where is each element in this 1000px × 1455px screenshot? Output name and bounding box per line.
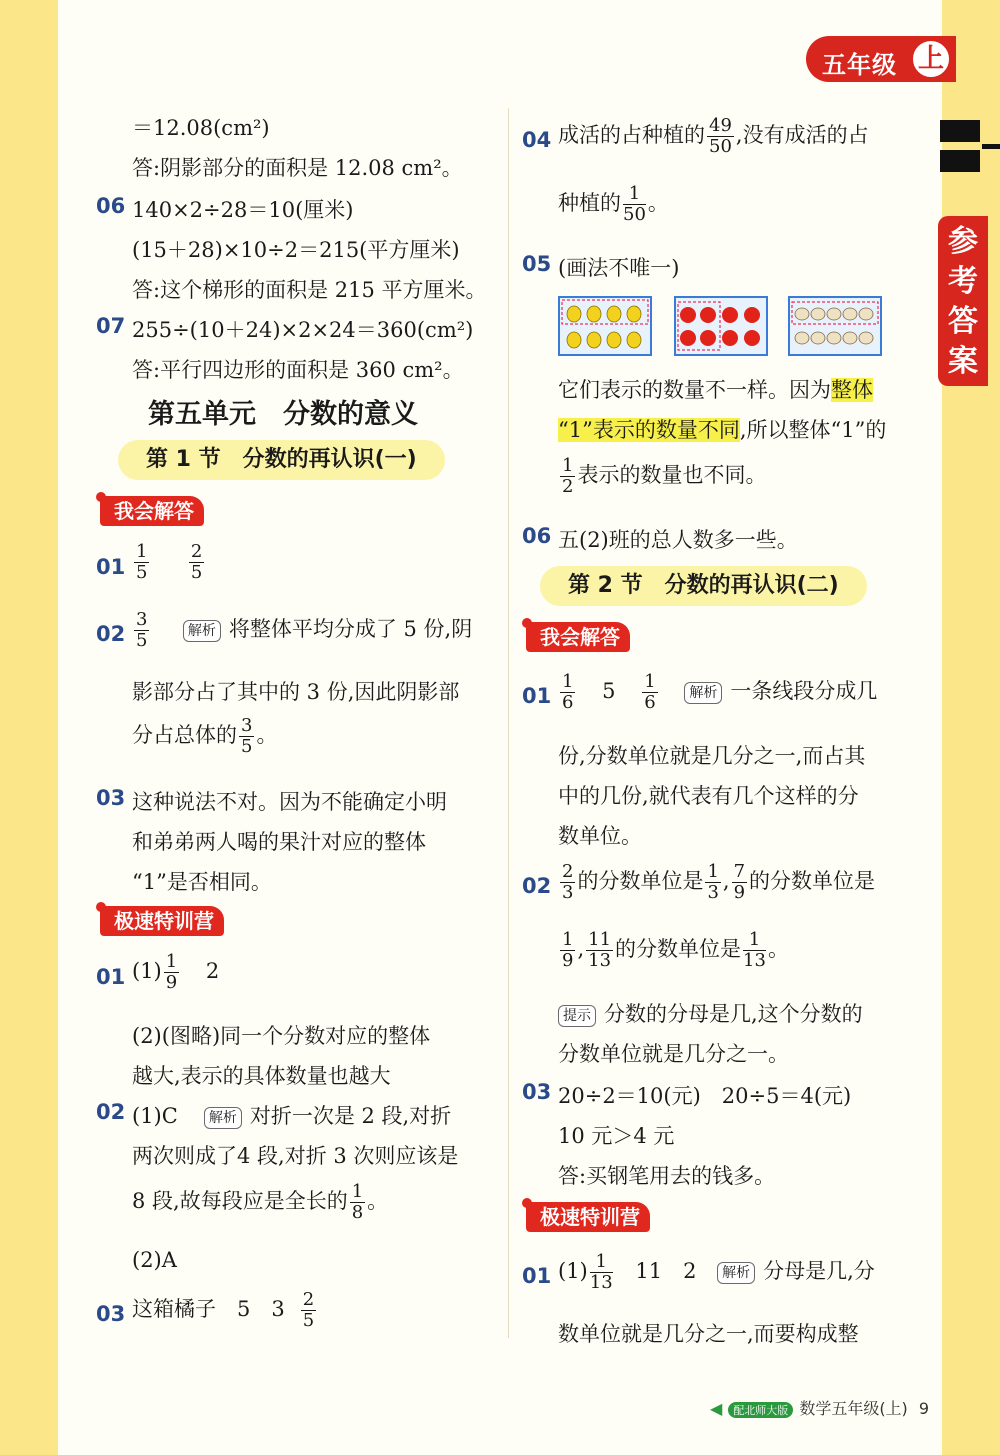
answer-line: 答:平行四边形的面积是 360 cm²。 — [132, 358, 464, 382]
fraction: $\frac{1}{50}$ — [623, 183, 646, 225]
apple-icon — [676, 298, 766, 354]
fraction: $\frac{2}{5}$ — [190, 541, 203, 583]
fraction: $\frac{1}{9}$ — [165, 951, 178, 993]
analysis-tag: 解析 — [183, 620, 221, 642]
answer-line: (2)A — [132, 1248, 177, 1272]
peanuts-diagram — [788, 296, 882, 356]
left-margin-strip — [0, 0, 58, 1455]
question-number: 07 — [96, 314, 126, 338]
edition-badge: 配北师大版 — [728, 1402, 793, 1418]
answer-line: 五(2)班的总人数多一些。 — [558, 528, 798, 552]
fraction: $\frac{1}{6}$ — [644, 671, 656, 713]
answer-line: (1) $\frac{1}{13}$ 11 2 解析 分母是几,分 — [558, 1251, 875, 1293]
question-number: 06 — [522, 524, 552, 548]
section-title: 第 1 节 分数的再认识(一) — [118, 440, 445, 480]
answer-line: 答:阴影部分的面积是 12.08 cm²。 — [132, 156, 463, 180]
section-badge: 我会解答 — [100, 496, 204, 526]
question-number: 01 — [522, 1264, 552, 1288]
answer-line: ＝12.08(cm²) — [132, 116, 270, 140]
question-number: 01 — [96, 965, 126, 989]
answer-line: 数单位就是几分之一,而要构成整 — [558, 1322, 859, 1346]
answer-tab-label: 参考答案 — [948, 224, 978, 379]
section-badge: 极速特训营 — [526, 1202, 650, 1232]
fraction: $\frac{3}{5}$ — [136, 609, 148, 651]
answer-line: 数单位。 — [558, 824, 642, 848]
answer-line: $\frac{1}{9}$ , $\frac{11}{13}$ 的分数单位是 $\frac{1}{13}$ 。 — [562, 929, 789, 971]
fraction: $\frac{1}{13}$ — [589, 1251, 613, 1293]
pears-diagram — [558, 296, 652, 356]
analysis-tag: 解析 — [717, 1262, 755, 1284]
grade-label: 五年级 — [822, 51, 897, 79]
answer-line: 份,分数单位就是几分之一,而占其 — [558, 744, 866, 768]
answer-line: $\frac{3}{5}$ 解析 将整体平均分成了 5 份,阴 — [136, 609, 473, 651]
answer-line: 分占总体的 $\frac{3}{5}$ 。 — [132, 715, 278, 757]
answer-line: 8 段,故每段应是全长的 $\frac{1}{8}$ 。 — [132, 1181, 389, 1223]
fraction: $\frac{1}{9}$ — [562, 929, 574, 971]
section-badge: 极速特训营 — [100, 906, 224, 936]
fraction: $\frac{2}{5}$ — [302, 1289, 315, 1331]
question-number: 03 — [522, 1080, 552, 1104]
answer-line: 越大,表示的具体数量也越大 — [132, 1064, 391, 1088]
page-number: 9 — [918, 1399, 930, 1418]
term-label: 上 — [910, 38, 952, 80]
question-number: 03 — [96, 786, 126, 810]
triangle-left-icon: ◀ — [710, 1399, 723, 1418]
answer-line: 这箱橘子 5 3 $\frac{2}{5}$ — [132, 1289, 315, 1331]
question-number: 02 — [96, 1100, 126, 1124]
fraction: $\frac{1}{13}$ — [743, 929, 766, 971]
fraction: $\frac{7}{9}$ — [733, 861, 746, 903]
answer-line: $\frac{2}{3}$ 的分数单位是 $\frac{1}{3}$ , $\frac{7}{9}$ 的分数单位是 — [562, 861, 876, 903]
footer-label: 数学五年级(上) — [799, 1399, 908, 1418]
question-number: 02 — [522, 874, 552, 898]
question-number: 04 — [522, 128, 552, 152]
answer-line: 提示 分数的分母是几,这个分数的 — [558, 998, 863, 1028]
highlight: “1”表示的数量不同 — [558, 418, 740, 442]
answer-line: “1”是否相同。 — [132, 870, 272, 894]
apples-diagram — [674, 296, 768, 356]
fraction: $\frac{1}{6}$ — [562, 671, 574, 713]
question-number: 03 — [96, 1302, 126, 1326]
answer-line: 分数单位就是几分之一。 — [558, 1042, 789, 1066]
answer-line: 140×2÷28＝10(厘米) — [132, 198, 354, 222]
question-number: 06 — [96, 194, 126, 218]
answer-line: (画法不唯一) — [558, 256, 680, 280]
fraction: $\frac{1}{8}$ — [351, 1181, 364, 1223]
answer-line: 种植的 $\frac{1}{50}$ 。 — [558, 183, 669, 225]
peanut-icon — [790, 298, 880, 354]
answer-line: (15＋28)×10÷2＝215(平方厘米) — [132, 238, 460, 262]
answer-line — [132, 542, 206, 583]
answer-line: 它们表示的数量不一样。因为整体 — [558, 378, 873, 402]
unit-title: 第五单元 分数的意义 — [148, 399, 418, 430]
page-footer — [710, 1396, 929, 1419]
column-divider — [508, 108, 509, 1338]
section-title: 第 2 节 分数的再认识(二) — [540, 566, 867, 606]
answer-line: (2)(图略)同一个分数对应的整体 — [132, 1024, 431, 1048]
hint-tag: 提示 — [558, 1005, 596, 1027]
answer-line: 答:买钢笔用去的钱多。 — [558, 1164, 776, 1188]
answer-line: 255÷(10＋24)×2×24＝360(cm²) — [132, 318, 474, 342]
fraction: $\frac{11}{13}$ — [588, 929, 612, 971]
pear-icon — [560, 298, 650, 354]
answer-line: (1) $\frac{1}{9}$ 2 — [132, 951, 220, 993]
fraction: $\frac{49}{50}$ — [709, 115, 732, 157]
answer-line: $\frac{1}{2}$ 表示的数量也不同。 — [562, 455, 767, 497]
question-number: 05 — [522, 252, 552, 276]
answer-line: “1”表示的数量不同,所以整体“1”的 — [558, 418, 887, 442]
answer-line: 中的几份,就代表有几个这样的分 — [558, 784, 859, 808]
answer-line: 两次则成了4 段,对折 3 次则应该是 — [132, 1144, 459, 1168]
answer-line: $\frac{1}{6}$ 5 $\frac{1}{6}$ 解析 一条线段分成几 — [562, 671, 878, 713]
analysis-tag: 解析 — [684, 682, 722, 704]
answer-tab — [938, 216, 988, 386]
answer-line: 答:这个梯形的面积是 215 平方厘米。 — [132, 278, 487, 302]
answer-line: 成活的占种植的 $\frac{49}{50}$ ,没有成活的占 — [558, 115, 869, 157]
highlight: 整体 — [831, 378, 873, 402]
subject-logo-icon — [938, 118, 1000, 178]
section-badge: 我会解答 — [526, 622, 630, 652]
answer-line: 影部分占了其中的 3 份,因此阴影部 — [132, 680, 460, 704]
answer-line: 20÷2＝10(元) 20÷5＝4(元) — [558, 1084, 852, 1108]
question-number: 02 — [96, 622, 126, 646]
question-number: 01 — [522, 684, 552, 708]
fraction: $\frac{1}{2}$ — [562, 455, 574, 497]
answer-line: 和弟弟两人喝的果汁对应的整体 — [132, 830, 426, 854]
answer-line: 10 元＞4 元 — [558, 1124, 675, 1148]
answer-line: (1)C 解析 对折一次是 2 段,对折 — [132, 1104, 452, 1128]
question-number: 01 — [96, 555, 126, 579]
analysis-tag: 解析 — [204, 1107, 242, 1129]
answer-line: 这种说法不对。因为不能确定小明 — [132, 790, 447, 814]
fraction: $\frac{1}{5}$ — [136, 541, 148, 583]
fraction: $\frac{2}{3}$ — [562, 861, 574, 903]
fraction: $\frac{3}{5}$ — [241, 715, 253, 757]
grade-tab — [806, 36, 956, 82]
fraction: $\frac{1}{3}$ — [707, 861, 719, 903]
